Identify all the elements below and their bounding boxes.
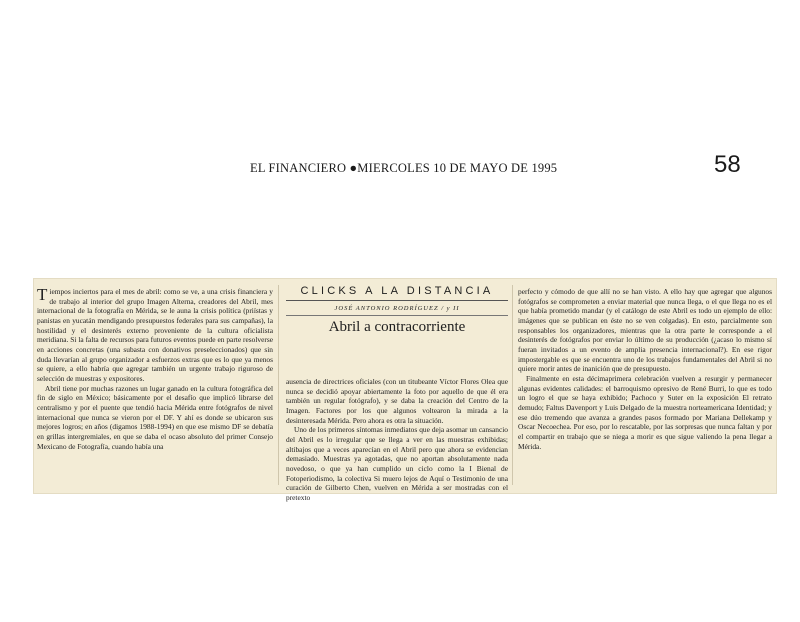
article-column-3 bbox=[518, 287, 772, 451]
article-paragraph: Finalmente en esta décimaprimera celebración vuelven a resurgir y permanecer algunas evidentes calidades: el barroquismo opresivo de René Burri, lo que es todo un logro el que se haya exhibido; Pachoco y Suter en la exposición El retrato demudo; Faltus Davenport y Luis Delgado de la muestra norteamericana Identidad; y ese dúo tremendo que avanza a grandes pasos formado por Mariana Dellekamp y Oscar Necoechea. Por eso, por lo rescatable, por las sorpresas que nunca faltan y por el compartir en trabajo que se niega a morir es que sigue valiendo la pena llegar a Mérida. bbox=[518, 373, 772, 451]
article-paragraph: Tiempos inciertos para el mes de abril: como se ve, a una crisis financiera y de trabajo al interior del grupo Imagen Alterna, creadores del Abril, mes internacional de la fotografía en Mérida, se le auna la crisis política (priístas y panistas en yucatán mendigando presupuestos federales para sus campañas), la hostilidad y el desinterés externo proveniente de la cultura oficialista meridiana. Si la falta de recursos para futuros eventos puede en parte resolverse en acciones concretas (una subasta con donativos preseleccionados) que sin duda llevarían al grupo organizador a esfuerzos extras que es lo que ya menos se quiere, a ello habría que agregar también un urgente trabajo riguroso de selección de muestras y expositores. bbox=[37, 285, 273, 383]
article-paragraph: Abril tiene por muchas razones un lugar ganado en la cultura fotográfica del fin de siglo en México; básicamente por el desafío que implicó librarse del centralismo y por el puente que tendió hacia Mérida entre fotógrafos de nivel internacional que nunca se vieron por el DF. Y ahí es donde se ubicaron sus mejores logros; en años (digamos 1988-1994) en que ese mismo DF se debatía en grillas intergremiales, en que se daba el ocaso absoluto del primer Consejo Mexicano de Fotografía, cuando había una bbox=[37, 383, 273, 451]
newspaper-header bbox=[250, 151, 790, 181]
article-paragraph: Uno de los primeros síntomas inmediatos que deja asomar un cansancio del Abril es lo irregular que se llega a ver en las muestras exhibidas; altibajos que a veces aparecían en el Abril pero que ahora se evidencian demasiado. Muestras ya agotadas, que no aportan absolutamente nada novedoso, o que ya han cumplido un ciclo como la I Bienal de Fotoperiodismo, la colectiva Si muero lejos de Aquí o Testimonio de una curación de Gilberto Chen, vuelven en Mérida a ser mostradas con el pretexto bbox=[286, 425, 508, 502]
newspaper-clipping bbox=[33, 278, 777, 502]
article-column-1 bbox=[37, 287, 273, 451]
article-column-2 bbox=[286, 285, 508, 502]
article-paragraph: perfecto y cómodo de que allí no se han visto. A ello hay que agregar que algunos fotógrafos se comprometen a enviar material que nunca llega, o el que llega no es el que había prometido mandar (y el catálogo de este Abril es todo un ejemplo de ello: imágenes que se publican en éste no se ven colgadas). En esto, parcialmente son responsables los organizadores, mientras que la otra parte le corresponde a el desinterés de fotógrafos por enviar lo último de su producción (¿acaso lo mismo sí fueran invitados a un evento de amplia presencia internacional?). En ese rigor impostergable es que se encuentra uno de los trabajos fundamentales del Abril si no quiere morir antes de inanición que de presupuesto. bbox=[518, 287, 772, 374]
section-kicker: CLICKS A LA DISTANCIA bbox=[286, 287, 508, 301]
byline: JOSÉ ANTONIO RODRÍGUEZ / y II bbox=[286, 304, 508, 317]
article-headline: Abril a contracorriente bbox=[328, 319, 466, 336]
article-paragraph: ausencia de directrices oficiales (con un titubeante Víctor Flores Olea que nunca se decidió apoyar abiertamente la foto por aquello de que él era también un regular fotógrafo), y se daba la creación del Centro de la Imagen. Factores por los que algunos voltearon la mirada a la desinteresada Mérida. Pero ahora es otra la situación. bbox=[286, 377, 508, 425]
masthead-date: EL FINANCIERO ●MIERCOLES 10 DE MAYO DE 1995 bbox=[250, 161, 558, 175]
column-divider bbox=[278, 285, 279, 485]
page-number: 58 bbox=[714, 151, 741, 178]
column-divider bbox=[512, 285, 513, 485]
drop-cap: T bbox=[37, 285, 48, 304]
